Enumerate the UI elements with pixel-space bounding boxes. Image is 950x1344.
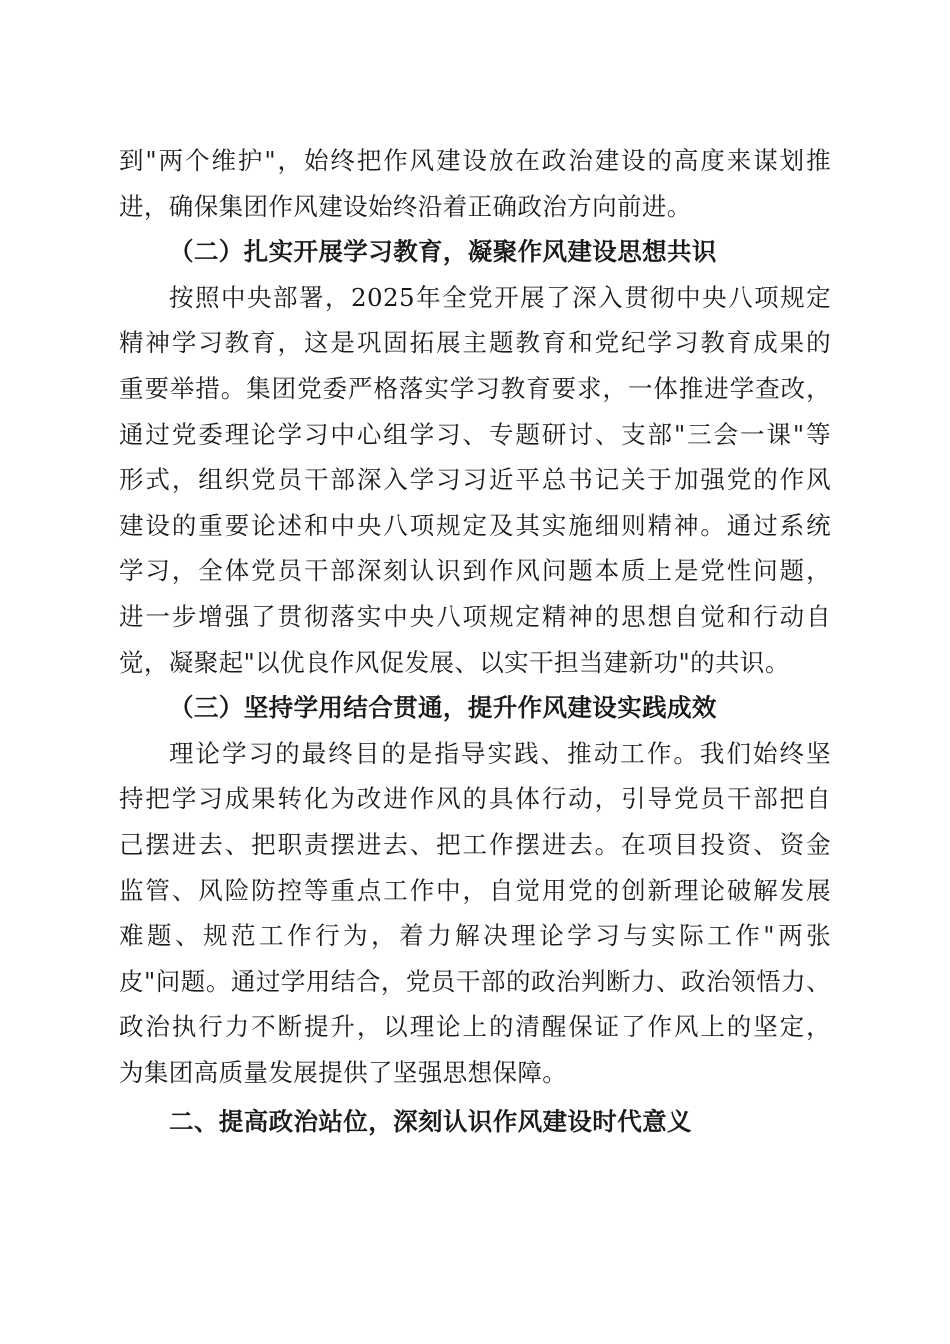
- paragraph-line: 皮"问题。通过学用结合，党员干部的政治判断力、政治领悟力、: [119, 966, 831, 996]
- part-heading-2: 二、提高政治站位，深刻认识作风建设时代意义: [169, 1107, 692, 1137]
- paragraph-line: 难题、规范工作行为，着力解决理论学习与实际工作"两张: [119, 921, 831, 951]
- paragraph-line: 持把学习成果转化为改进作风的具体行动，引导党员干部把自: [119, 784, 831, 814]
- paragraph-line: 通过党委理论学习中心组学习、专题研讨、支部"三会一课"等: [119, 419, 831, 449]
- paragraph-line: 学习，全体党员干部深刻认识到作风问题本质上是党性问题，: [119, 556, 831, 586]
- paragraph-line: 政治执行力不断提升，以理论上的清醒保证了作风上的坚定，: [119, 1012, 831, 1042]
- paragraph-line: 按照中央部署，2025年全党开展了深入贯彻中央八项规定: [169, 282, 831, 312]
- paragraph-line: 到"两个维护"，始终把作风建设放在政治建设的高度来谋划推: [119, 146, 831, 175]
- paragraph-line: 进，确保集团作风建设始终沿着正确政治方向前进。: [119, 191, 692, 221]
- paragraph-line: 监管、风险防控等重点工作中，自觉用党的创新理论破解发展: [119, 875, 831, 905]
- document-body: [119, 138, 831, 1145]
- paragraph-line: 建设的重要论述和中央八项规定及其实施细则精神。通过系统: [119, 510, 831, 540]
- paragraph-line: 己摆进去、把职责摆进去、把工作摆进去。在项目投资、资金: [119, 829, 831, 859]
- section-heading-2: （二）扎实开展学习教育，凝聚作风建设思想共识: [169, 237, 717, 267]
- paragraph-line: 形式，组织党员干部深入学习习近平总书记关于加强党的作风: [119, 465, 831, 495]
- paragraph-line: 重要举措。集团党委严格落实学习教育要求，一体推进学查改，: [119, 373, 831, 403]
- section-2-paragraph: [119, 275, 831, 685]
- paragraph-line: 理论学习的最终目的是指导实践、推动工作。我们始终坚: [169, 738, 831, 768]
- intro-paragraph: [119, 138, 831, 229]
- paragraph-line: 精神学习教育，这是巩固拓展主题教育和党纪学习教育成果的: [119, 328, 831, 358]
- paragraph-line: 觉，凝聚起"以优良作风促发展、以实干担当建新功"的共识。: [119, 647, 790, 677]
- paragraph-line: 进一步增强了贯彻落实中央八项规定精神的思想自觉和行动自: [119, 601, 831, 631]
- paragraph-line: 为集团高质量发展提供了坚强思想保障。: [119, 1057, 568, 1087]
- section-heading-3: （三）坚持学用结合贯通，提升作风建设实践成效: [169, 693, 717, 723]
- section-3-paragraph: [119, 731, 831, 1096]
